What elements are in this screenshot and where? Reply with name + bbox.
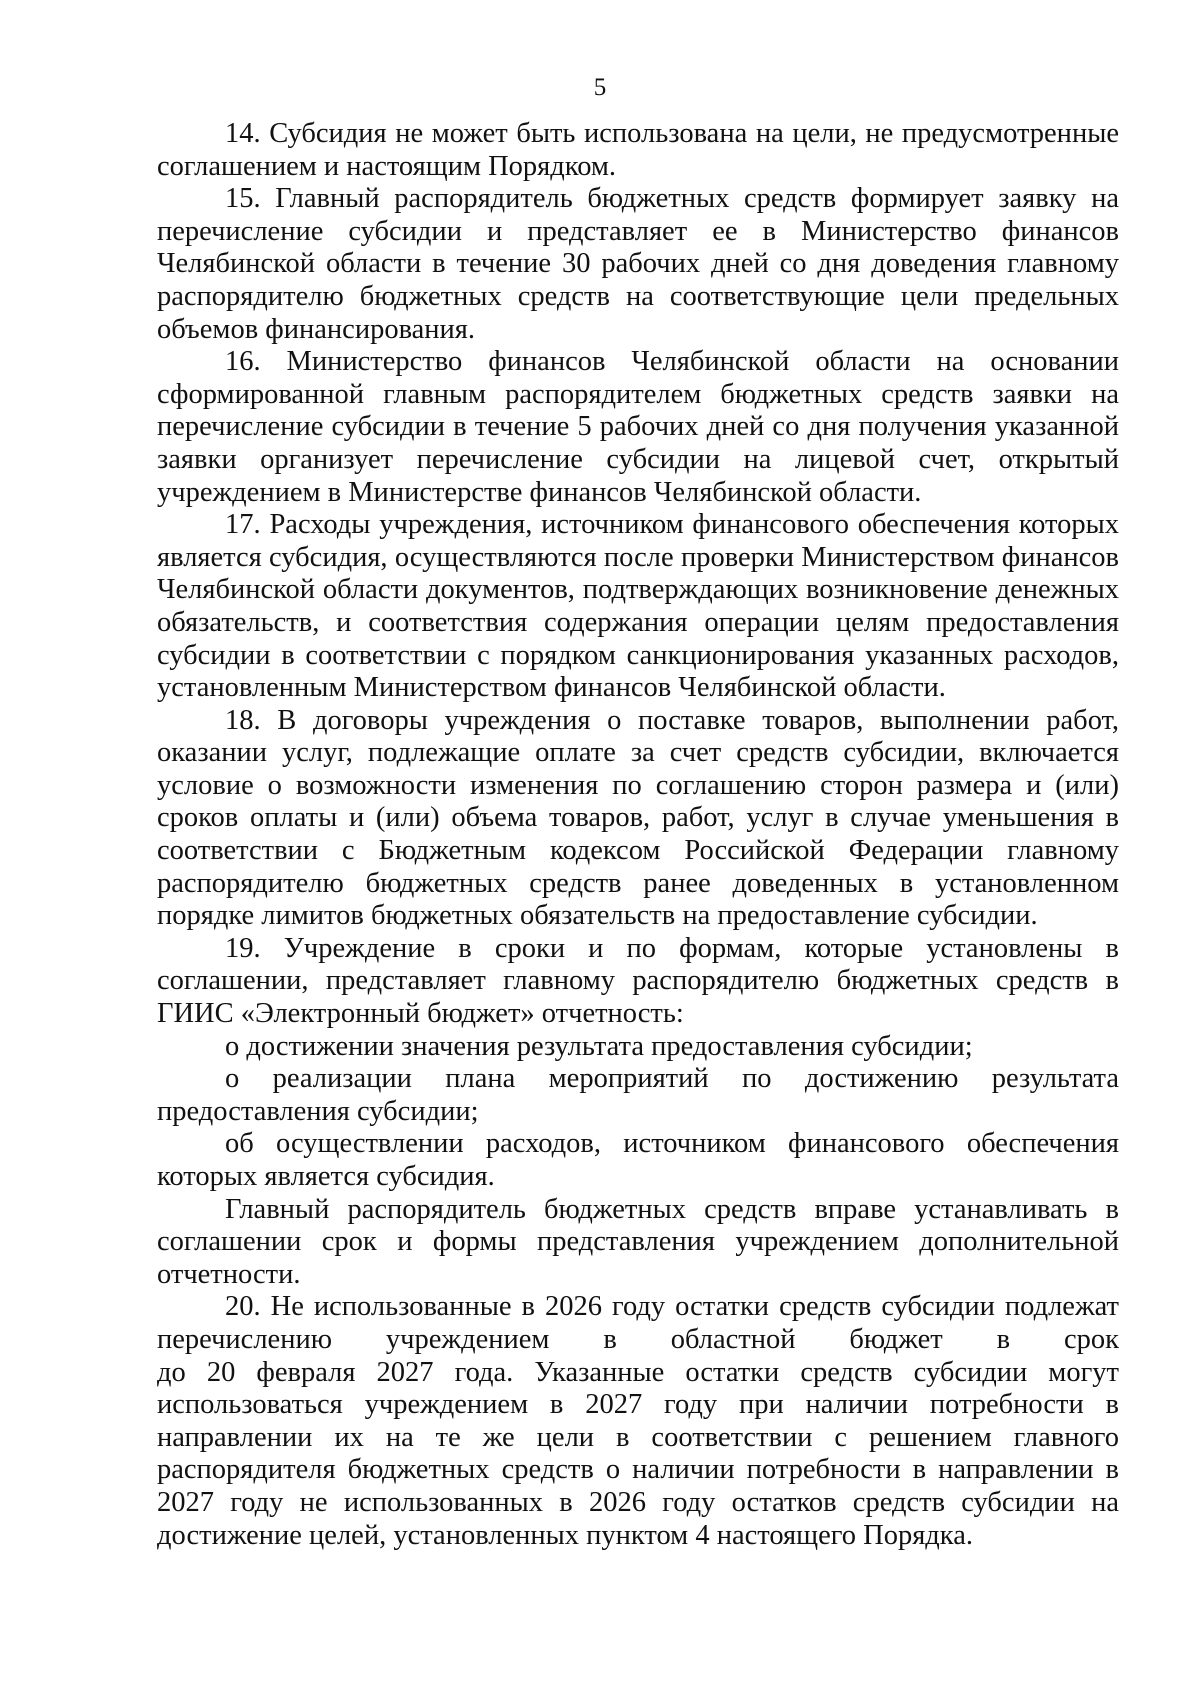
paragraph-20: 20. Не использованные в 2026 году остатки средств субсидии подлежат перечислению учреждением в областной бюджет в срок	[157, 1291, 1119, 1355]
report-item-plan: о реализации плана мероприятий по достижению результата предоставления субсидии;	[157, 1063, 1119, 1127]
paragraph-19: 19. Учреждение в сроки и по формам, которые установлены в соглашении, представляет главному распорядителю бюджетных средств в ГИИС «Электронный бюджет» отчетность:	[157, 932, 1119, 1030]
paragraph-14: 14. Субсидия не может быть использована на цели, не предусмотренные соглашением и настоящим Порядком.	[157, 118, 1119, 182]
paragraph-15: 15. Главный распорядитель бюджетных средств формирует заявку на перечисление субсидии и представляет ее в Министерство финансов Челябинской области в течение 30 рабочих дней со дня доведения главному распорядителю бюджетных средств на соответствующие цели предельных объемов финансирования.	[157, 183, 1119, 345]
paragraph-additional-reporting: Главный распорядитель бюджетных средств вправе устанавливать в соглашении срок и формы представления учреждением дополнительной отчетности.	[157, 1193, 1119, 1290]
report-item-result: о достижении значения результата предоставления субсидии;	[225, 1030, 973, 1062]
document-body	[157, 118, 1119, 1552]
paragraph-16: 16. Министерство финансов Челябинской области на основании сформированной главным распорядителем бюджетных средств заявки на перечисление субсидии в течение 5 рабочих дней со дня получения указанной заявки организует перечисление субсидии на лицевой счет, открытый учреждением в Министерстве финансов Челябинской области.	[157, 346, 1119, 508]
paragraph-18: 18. В договоры учреждения о поставке товаров, выполнении работ, оказании услуг, подлежащие оплате за счет средств субсидии, включается условие о возможности изменения по соглашению сторон размера и (или) сроков оплаты и (или) объема товаров, работ, услуг в случае уменьшения в соответствии с Бюджетным кодексом Российской Федерации главному распорядителю бюджетных средств ранее доведенных в установленном порядке лимитов бюджетных обязательств на предоставление субсидии.	[157, 704, 1119, 932]
paragraph-20-continuation: до 20 февраля 2027 года. Указанные остатки средств субсидии могут использоваться учреждением в 2027 году при наличии потребности в направлении их на те же цели в соответствии с решением главного распорядителя бюджетных средств о наличии потребности в направлении в 2027 году не использованных в 2026 году остатков средств субсидии на достижение целей, установленных пунктом 4 настоящего Порядка.	[157, 1356, 1119, 1551]
paragraph-17: 17. Расходы учреждения, источником финансового обеспечения которых является субсидия, осуществляются после проверки Министерством финансов Челябинской области документов, подтверждающих возникновение денежных обязательств, и соответствия содержания операции целям предоставления субсидии в соответствии с порядком санкционирования указанных расходов, установленным Министерством финансов Челябинской области.	[157, 509, 1119, 704]
report-item-expenses: об осуществлении расходов, источником финансового обеспечения которых является субсидия.	[157, 1128, 1119, 1192]
page-number: 5	[593, 74, 607, 101]
